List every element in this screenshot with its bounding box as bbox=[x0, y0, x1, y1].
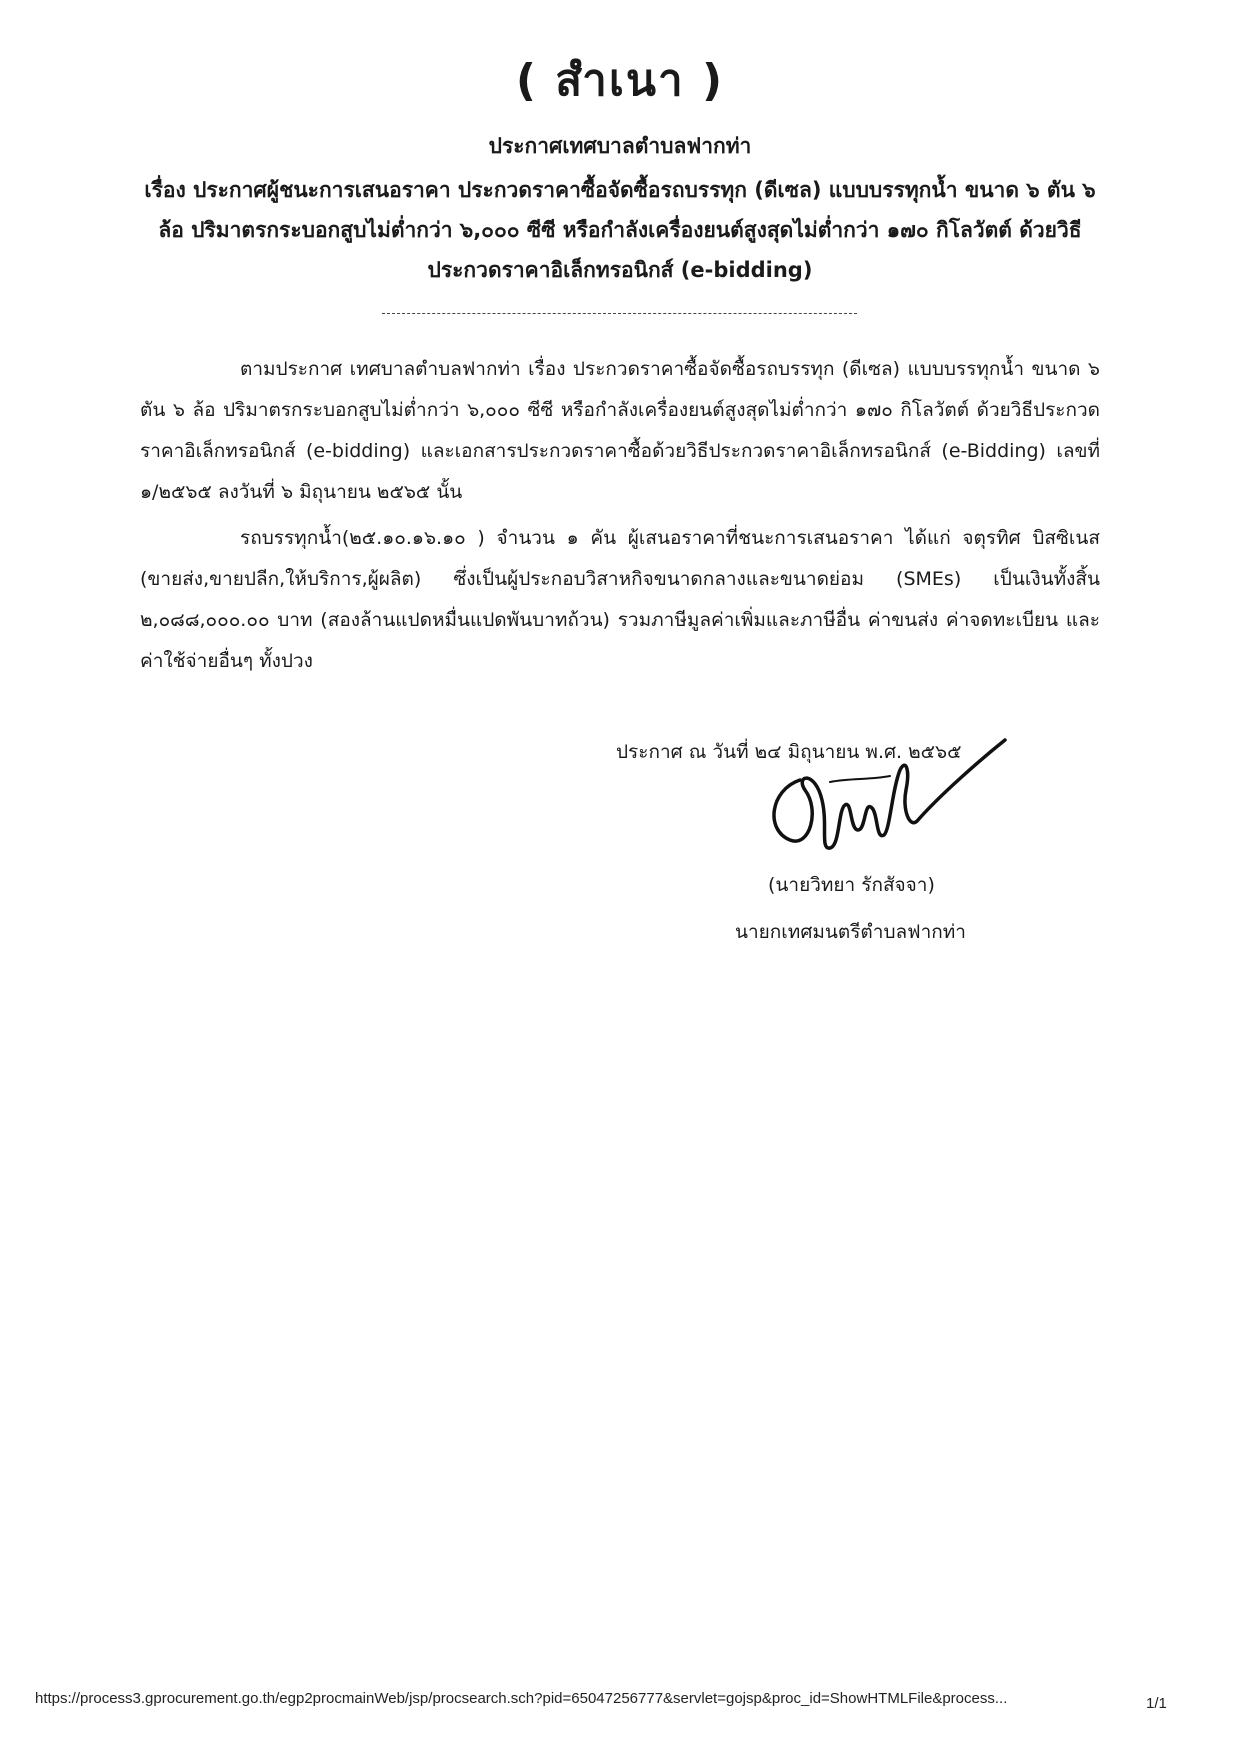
signature-icon bbox=[760, 730, 1010, 870]
separator-line bbox=[382, 313, 857, 314]
paragraph-winner-text: รถบรรทุกน้ำ(๒๕.๑๐.๑๖.๑๐ ) จำนวน ๑ คัน ผู้เสนอราคาที่ชนะการเสนอราคา ได้แก่ จตุรทิศ บิสซิเนส (ขายส่ง,ขายปลีก,ให้บริการ,ผู้ผลิต) ซึ่งเป็นผู้ประกอบวิสาหกิจขนาดกลางและขนาดย่อม (SMEs) เป็นเงินทั้งสิ้น ๒,๐๘๘,๐๐๐.๐๐ บาท (สองล้านแปดหมื่นแปดพันบาทถ้วน) รวมภาษีมูลค่าเพิ่มและภาษีอื่น ค่าขนส่ง ค่าจดทะเบียน และค่าใช้จ่ายอื่นๆ ทั้งปวง bbox=[140, 527, 1100, 672]
announcement-date: ประกาศ ณ วันที่ ๒๔ มิถุนายน พ.ศ. ๒๕๖๕ bbox=[616, 741, 962, 763]
signer-position: นายกเทศมนตรีตำบลฟากท่า bbox=[735, 921, 966, 943]
paragraph-reference bbox=[140, 349, 1100, 513]
announcement-subject: เรื่อง ประกาศผู้ชนะการเสนอราคา ประกวดราคาซื้อจัดซื้อรถบรรทุก (ดีเซล) แบบบรรทุกน้ำ ขนาด ๖ ตัน ๖ ล้อ ปริมาตรกระบอกสูบไม่ต่ำกว่า ๖,๐๐๐ ซีซี หรือกำลังเครื่องยนต์สูงสุดไม่ต่ำกว่า ๑๗๐ กิโลวัตต์ ด้วยวิธีประกวดราคาอิเล็กทรอนิกส์ (e-bidding) bbox=[144, 178, 1096, 282]
copy-stamp-title: ( สำเนา ) bbox=[515, 55, 725, 106]
announcement-organization: ประกาศเทศบาลตำบลฟากท่า bbox=[488, 134, 752, 158]
signer-name: (นายวิทยา รักสัจจา) bbox=[768, 874, 935, 896]
paragraph-reference-text: ตามประกาศ เทศบาลตำบลฟากท่า เรื่อง ประกวดราคาซื้อจัดซื้อรถบรรทุก (ดีเซล) แบบบรรทุกน้ำ ขนาด ๖ ตัน ๖ ล้อ ปริมาตรกระบอกสูบไม่ต่ำกว่า ๖,๐๐๐ ซีซี หรือกำลังเครื่องยนต์สูงสุดไม่ต่ำกว่า ๑๗๐ กิโลวัตต์ ด้วยวิธีประกวดราคาอิเล็กทรอนิกส์ (e-bidding) และเอกสารประกวดราคาซื้อด้วยวิธีประกวดราคาอิเล็กทรอนิกส์ (e-Bidding) เลขที่ ๑/๒๕๖๕ ลงวันที่ ๖ มิถุนายน ๒๕๖๕ นั้น bbox=[140, 358, 1100, 503]
footer-page-number: 1/1 bbox=[1146, 1695, 1167, 1712]
footer-url: https://process3.gprocurement.go.th/egp2procmainWeb/jsp/procsearch.sch?pid=65047256777&servlet=gojsp&proc_id=ShowHTMLFile&process... bbox=[35, 1690, 1008, 1707]
paragraph-winner bbox=[140, 518, 1100, 682]
